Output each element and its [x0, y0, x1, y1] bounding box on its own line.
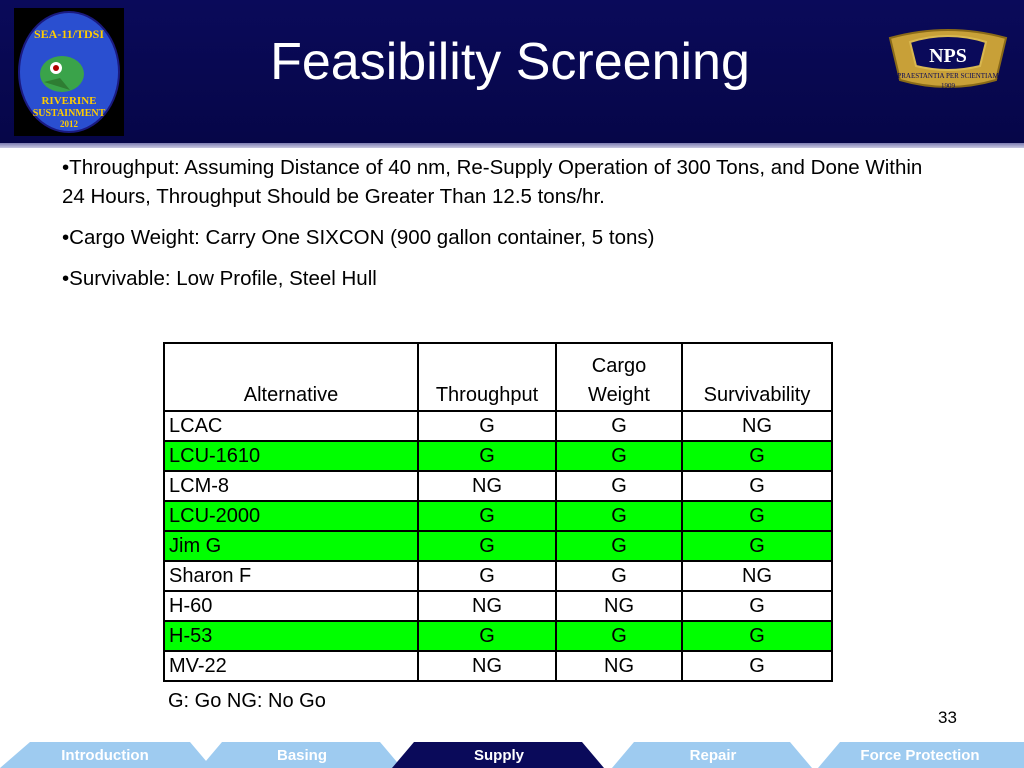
cell-cargo-weight: G	[556, 411, 682, 441]
cell-survivability: G	[682, 651, 832, 681]
table-row	[164, 441, 832, 471]
bullet-list	[62, 153, 942, 305]
cell-cargo-weight: G	[556, 531, 682, 561]
cell-survivability: NG	[682, 561, 832, 591]
logo-left-year-text: 2012	[60, 119, 78, 129]
table-row	[164, 621, 832, 651]
cell-throughput: NG	[418, 651, 556, 681]
header-alternative: Alternative	[164, 343, 418, 411]
cell-cargo-weight: G	[556, 501, 682, 531]
nav-label-supply[interactable]: Supply	[473, 747, 524, 764]
bullet-survivable: •Survivable: Low Profile, Steel Hull	[62, 267, 377, 290]
table-row	[164, 561, 832, 591]
nav-label-basing[interactable]: Basing	[276, 747, 327, 764]
cell-alternative: LCM-8	[164, 471, 418, 501]
table-row	[164, 591, 832, 621]
cell-alternative: LCU-2000	[164, 501, 418, 531]
cell-survivability: G	[682, 531, 832, 561]
feasibility-table	[163, 342, 833, 682]
cell-alternative: H-60	[164, 591, 418, 621]
logo-left-top-text: SEA-11/TDSI	[33, 27, 105, 41]
cell-cargo-weight: G	[556, 561, 682, 591]
nav-label-force-protection[interactable]: Force Protection	[860, 747, 980, 764]
cell-alternative: H-53	[164, 621, 418, 651]
cell-survivability: G	[682, 591, 832, 621]
nav-label-repair[interactable]: Repair	[689, 747, 737, 764]
cell-alternative: Jim G	[164, 531, 418, 561]
cell-throughput: G	[418, 621, 556, 651]
cell-throughput: NG	[418, 591, 556, 621]
table-row	[164, 531, 832, 561]
logo-right-nps-text: NPS	[929, 45, 967, 67]
table-body	[164, 411, 832, 681]
legend-text: G: Go NG: No Go	[168, 690, 326, 712]
header-throughput: Throughput	[418, 343, 556, 411]
cell-alternative: LCU-1610	[164, 441, 418, 471]
cell-throughput: NG	[418, 471, 556, 501]
cell-throughput: G	[418, 501, 556, 531]
nps-logo	[880, 22, 1016, 102]
cell-cargo-weight: G	[556, 441, 682, 471]
cell-cargo-weight: NG	[556, 591, 682, 621]
header-cargo-weight-text: Cargo Weight	[588, 355, 650, 406]
table-row	[164, 411, 832, 441]
sea-11-tdsi-logo	[14, 8, 124, 136]
cell-cargo-weight: G	[556, 471, 682, 501]
bullet-cargo-weight: •Cargo Weight: Carry One SIXCON (900 gallon container, 5 tons)	[62, 226, 655, 249]
cell-throughput: G	[418, 441, 556, 471]
cell-cargo-weight: NG	[556, 651, 682, 681]
cell-alternative: Sharon F	[164, 561, 418, 591]
table-row	[164, 501, 832, 531]
logo-right-motto-text: PRAESTANTIA PER SCIENTIAM	[897, 72, 999, 80]
cell-cargo-weight: G	[556, 621, 682, 651]
cell-alternative: MV-22	[164, 651, 418, 681]
table-row	[164, 651, 832, 681]
cell-survivability: G	[682, 471, 832, 501]
cell-throughput: G	[418, 531, 556, 561]
cell-survivability: G	[682, 501, 832, 531]
cell-throughput: G	[418, 561, 556, 591]
cell-alternative: LCAC	[164, 411, 418, 441]
header-survivability: Survivability	[682, 343, 832, 411]
cell-survivability: G	[682, 441, 832, 471]
page-number: 33	[938, 708, 957, 727]
logo-left-low-text: SUSTAINMENT	[32, 108, 106, 119]
cell-survivability: G	[682, 621, 832, 651]
slide-title: Feasibility Screening	[270, 33, 750, 91]
table-header-row	[164, 343, 832, 411]
table-row	[164, 471, 832, 501]
header-divider	[0, 143, 1024, 148]
header-cargo-weight	[556, 343, 682, 411]
logo-right-year-text: 1909	[941, 82, 955, 90]
cell-survivability: NG	[682, 411, 832, 441]
cell-throughput: G	[418, 411, 556, 441]
nav-label-introduction[interactable]: Introduction	[61, 747, 149, 764]
logo-left-mid-text: RIVERINE	[41, 95, 97, 107]
bullet-throughput: •Throughput: Assuming Distance of 40 nm, Re-Supply Operation of 300 Tons, and Done Within 24 Hours, Throughput Should be Greater Than 12.5 tons/hr.	[62, 156, 923, 208]
